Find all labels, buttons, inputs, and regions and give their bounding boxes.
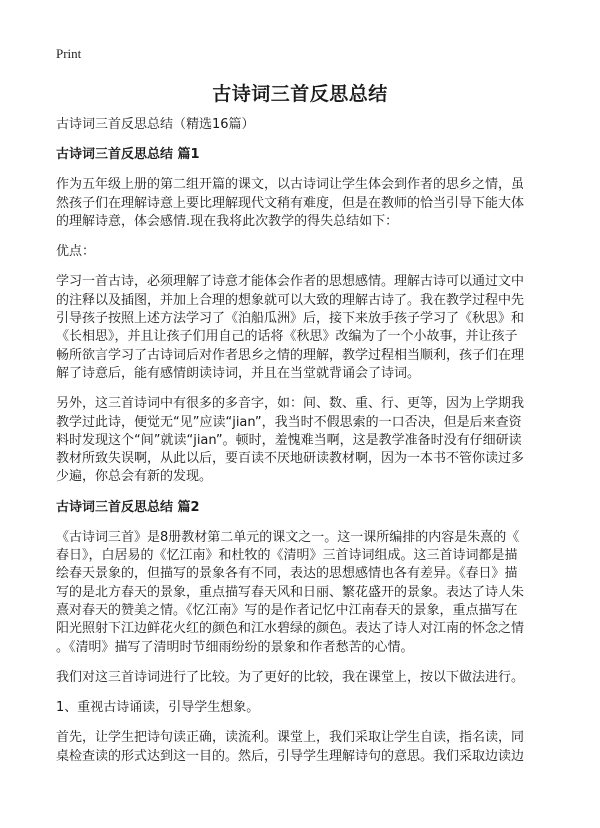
- paragraph-line: 优点：: [56, 244, 96, 260]
- paragraph: [56, 395, 550, 486]
- paragraph: [56, 243, 550, 261]
- paragraph-line: 学习一首古诗，必须理解了诗意才能体会作者的思想感情。理解古诗可以通过文中: [56, 274, 525, 290]
- paragraph-line: 《古诗词三首》是8册教材第二单元的课文之一。这一课所编排的内容是朱熹的《: [56, 529, 520, 545]
- paragraph: [56, 273, 550, 383]
- print-link[interactable]: Print: [56, 46, 82, 61]
- paragraph-line: 写的是北方春天的景象，重点描写春天风和日丽、繁花盛开的景象。表达了诗人朱: [56, 584, 525, 600]
- paragraph-line: 春日》，白居易的《忆江南》和杜牧的《清明》三首诗词组成。这三首诗词都是描: [56, 548, 518, 564]
- paragraph-line: 然孩子们在理解诗意上要比理解现代文稍有难度，但是在教师的恰当引导下能大体: [56, 195, 525, 211]
- document-subtitle: 古诗词三首反思总结（精选16篇）: [56, 117, 255, 132]
- paragraph-line: 的注释以及插图，并加上合理的想象就可以大致的理解古诗了。我在教学过程中先: [56, 292, 525, 308]
- paragraph-line: 绘春天景象的，但描写的景象各有不同，表达的思想感情也各有差异。《春日》描: [56, 566, 518, 582]
- paragraph-line: 1、重视古诗诵读，引导学生想象。: [56, 700, 260, 716]
- paragraph-line: 畅所欲言学习了古诗词后对作者思乡之情的理解，教学过程相当顺利，孩子们在理: [56, 347, 525, 363]
- paragraph-line: 解了诗意后，能有感情朗读诗词，并且在当堂就背诵会了诗词。: [56, 365, 421, 381]
- paragraph-line: 桌检查读的形式达到这一目的。然后，引导学生理解诗句的意思。我们采取边读边: [56, 748, 525, 764]
- paragraph-line: 料时发现这个“间”就读“jian”。顿时，羞愧难当啊，这是教学准备时没有仔细研读: [56, 432, 522, 448]
- paragraph-line: 。《清明》描写了清明时节细雨纷纷的景象和作者愁苦的心情。: [56, 639, 414, 655]
- paragraph-line: 教学过此诗，便觉无“见”应读“jian”，我当时不假思索的一口否决，但是后来查资: [56, 414, 522, 430]
- paragraph: [56, 529, 550, 657]
- paragraph-line: 我们对这三首诗词进行了比较。为了更好的比较，我在课堂上，按以下做法进行。: [56, 669, 525, 685]
- section-heading: 古诗词三首反思总结 篇1: [56, 147, 200, 163]
- paragraph: [56, 699, 550, 717]
- paragraph: [56, 669, 550, 687]
- document-title: 古诗词三首反思总结: [212, 83, 388, 105]
- paragraph-line: 首先，让学生把诗句读正确，读流利。课堂上，我们采取让学生自读，指名读，同: [56, 730, 525, 746]
- section-heading: 古诗词三首反思总结 篇2: [56, 499, 200, 515]
- paragraph: [56, 176, 550, 231]
- paragraph: [56, 729, 550, 766]
- paragraph-line: 少遍，你总会有新的发现。: [56, 469, 213, 485]
- paragraph-line: 引导孩子按照上述方法学习了《泊船瓜洲》后，接下来放手孩子学习了《秋思》和: [56, 311, 525, 327]
- paragraph-line: 的理解诗意，体会感情.现在我将此次教学的得失总结如下：: [56, 213, 399, 229]
- paragraph-line: 熹对春天的赞美之情。《忆江南》写的是作者记忆中江南春天的景象，重点描写在: [56, 602, 518, 618]
- paragraph-line: 教材所致失误啊，从此以后，要百读不厌地研读教材啊，因为一本书不管你读过多: [56, 451, 525, 467]
- paragraph-line: 另外，这三首诗词中有很多的多音字，如：间、数、重、行、更等，因为上学期我: [56, 396, 525, 412]
- document-body: [56, 116, 550, 778]
- paragraph-line: 作为五年级上册的第二组开篇的课文，以古诗词让学生体会到作者的思乡之情，虽: [56, 177, 525, 193]
- paragraph-line: 《长相思》，并且让孩子们用自己的话将《秋思》改编为了一个小故事，并让孩子: [56, 329, 518, 345]
- paragraph-line: 阳光照射下江边鲜花火红的颜色和江水碧绿的颜色。表达了诗人对江南的怀念之情: [56, 621, 525, 637]
